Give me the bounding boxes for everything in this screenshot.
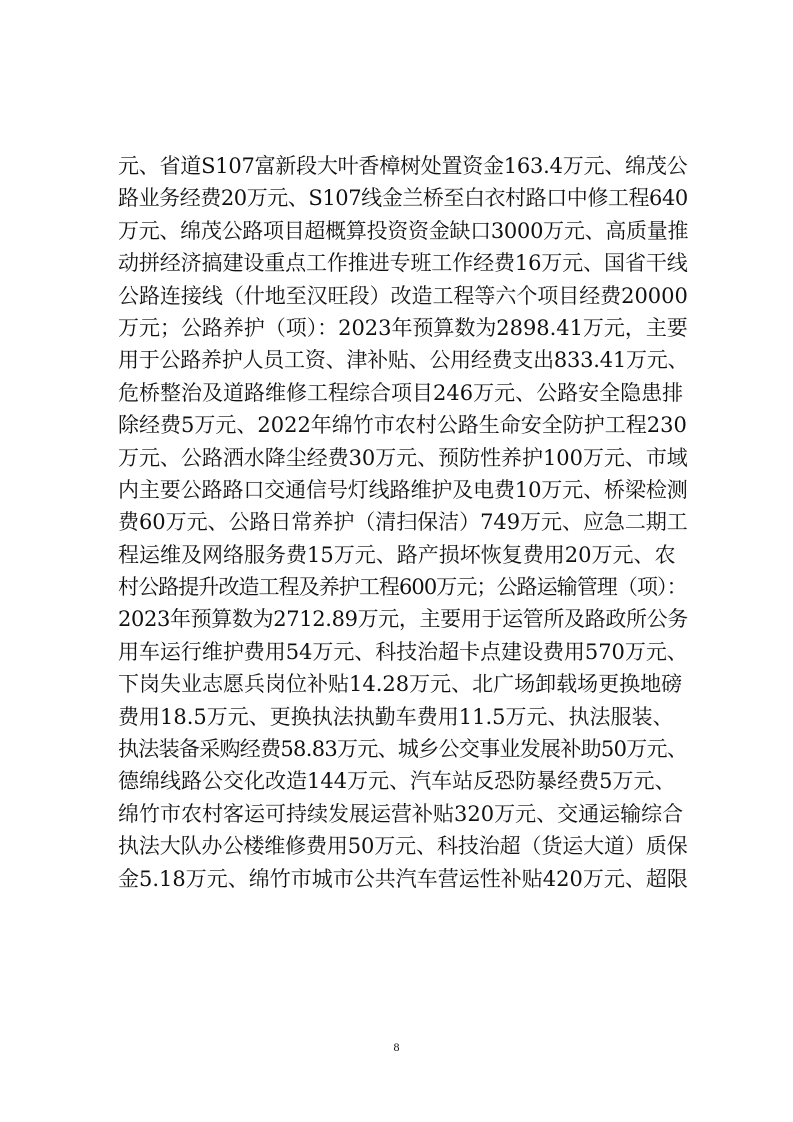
text-line: 公路连接线（什地至汉旺段）改造工程等六个项目经费20000 bbox=[118, 283, 688, 308]
text-line: 下岗失业志愿兵岗位补贴14.28万元、北广场卸载场更换地磅 bbox=[118, 672, 683, 697]
text-line: 绵竹市农村客运可持续发展运营补贴320万元、交通运输综合 bbox=[118, 801, 684, 826]
page-number: 8 bbox=[393, 1040, 400, 1054]
text-line: 万元；公路养护（项）：2023年预算数为2898.41万元，主要 bbox=[118, 315, 688, 340]
text-line: 程运维及网络服务费15万元、路产损坏恢复费用20万元、农 bbox=[118, 542, 676, 567]
text-line: 元、省道S107富新段大叶香樟树处置资金163.4万元、绵茂公 bbox=[118, 154, 688, 178]
text-line: 内主要公路路口交通信号灯线路维护及电费10万元、桥梁检测 bbox=[118, 477, 688, 502]
text-line: 用于公路养护人员工资、津补贴、公用经费支出833.41万元、 bbox=[118, 348, 689, 373]
text-line: 2023年预算数为2712.89万元，主要用于运管所及路政所公务 bbox=[118, 607, 688, 632]
text-line: 万元、公路洒水降尘经费30万元、预防性养护100万元、市域 bbox=[118, 445, 688, 470]
text-line: 德绵线路公交化改造144万元、汽车站反恐防暴经费5万元、 bbox=[118, 769, 676, 794]
page-body bbox=[118, 150, 688, 895]
text-line: 执法装备采购经费58.83万元、城乡公交事业发展补助50万元、 bbox=[118, 737, 688, 762]
text-line: 危桥整治及道路维修工程综合项目246万元、公路安全隐患排 bbox=[118, 380, 684, 405]
text-line: 路业务经费20万元、S107线金兰桥至白衣村路口中修工程640 bbox=[118, 186, 688, 211]
text-line: 费60万元、公路日常养护（清扫保洁）749万元、应急二期工 bbox=[118, 510, 688, 535]
text-line: 动拼经济搞建设重点工作推进专班工作经费16万元、国省干线 bbox=[118, 251, 688, 276]
text-line: 村公路提升改造工程及养护工程600万元；公路运输管理（项）： bbox=[118, 575, 687, 600]
text-line: 费用18.5万元、更换执法执勤车费用11.5万元、执法服装、 bbox=[118, 704, 674, 729]
text-line: 用车运行维护费用54万元、科技治超卡点建设费用570万元、 bbox=[118, 639, 688, 664]
text-line: 除经费5万元、2022年绵竹市农村公路生命安全防护工程230 bbox=[118, 413, 687, 438]
text-line: 万元、绵茂公路项目超概算投资资金缺口3000万元、高质量推 bbox=[118, 218, 689, 243]
text-line: 执法大队办公楼维修费用50万元、科技治超（货运大道）质保 bbox=[118, 834, 688, 859]
text-line: 金5.18万元、绵竹市城市公共汽车营运性补贴420万元、超限 bbox=[118, 866, 688, 891]
